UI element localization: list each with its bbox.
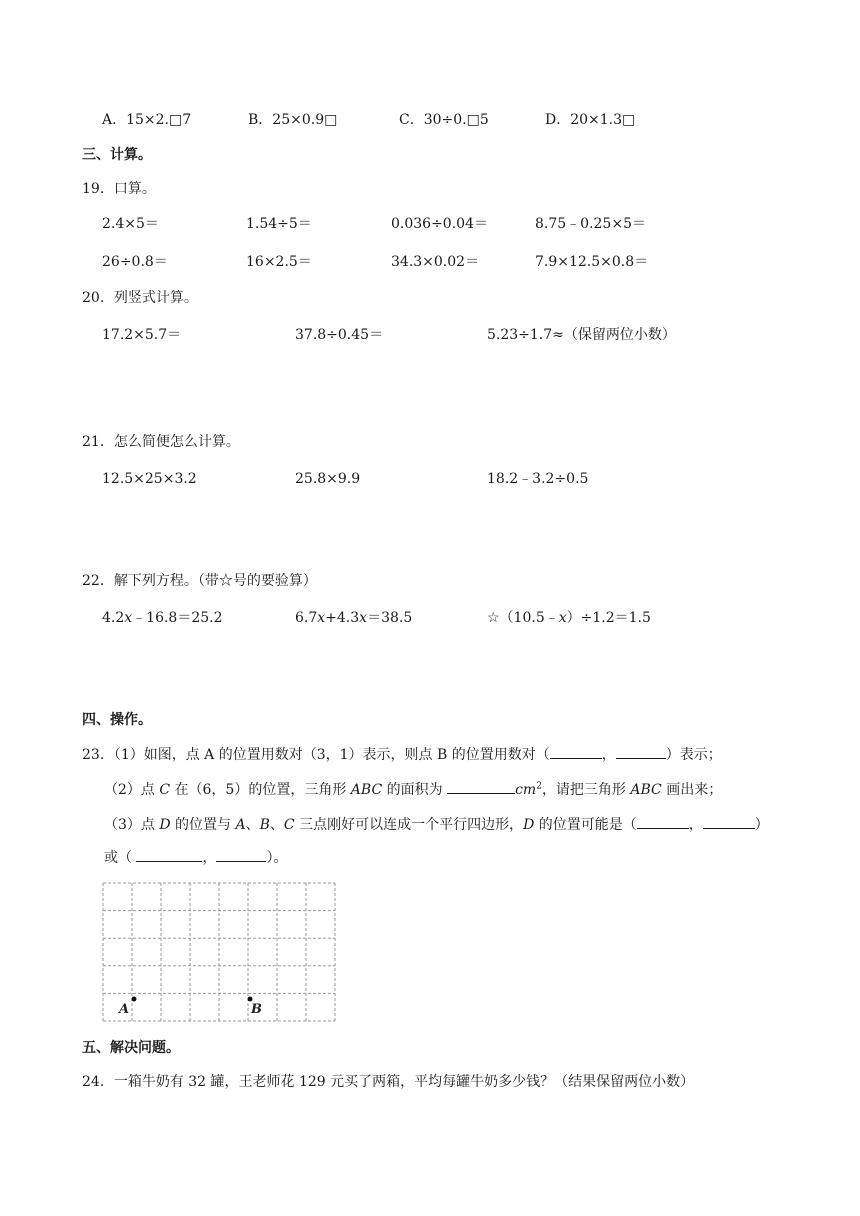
q20-item: 37.8÷0.45＝ bbox=[295, 327, 384, 343]
answer-blank[interactable] bbox=[447, 780, 515, 794]
section-heading-5: 五、解决问题。 bbox=[82, 1040, 180, 1056]
q23-line-3: （3）点 D 的位置与 A、B、C 三点刚好可以连成一个平行四边形，D 的位置可能是（ ， ） bbox=[104, 817, 769, 833]
answer-blank[interactable] bbox=[550, 745, 602, 759]
answer-blank[interactable] bbox=[616, 745, 666, 759]
point-b-label: B bbox=[251, 1002, 262, 1017]
q23-line-1: 23．（1）如图，点 A 的位置用数对（3，1）表示，则点 B 的位置用数对（ ， ）表示； bbox=[82, 747, 722, 763]
option-b: B．25×0.9□ bbox=[248, 112, 338, 128]
question-19-title: 19．口算。 bbox=[82, 181, 156, 197]
q19-item: 8.75﹣0.25×5＝ bbox=[535, 216, 646, 232]
q22-equation-3: ☆（10.5﹣x）÷1.2＝1.5 bbox=[487, 610, 651, 626]
option-d: D．20×1.3□ bbox=[545, 112, 636, 128]
q21-item: 25.8×9.9 bbox=[295, 471, 361, 487]
question-22-title: 22．解下列方程。（带☆号的要验算） bbox=[82, 573, 317, 589]
q19-item: 2.4×5＝ bbox=[102, 216, 159, 232]
question-21-title: 21．怎么简便怎么计算。 bbox=[82, 434, 240, 450]
answer-blank[interactable] bbox=[703, 815, 755, 829]
q20-item: 5.23÷1.7≈（保留两位小数） bbox=[487, 327, 676, 343]
q23-line-4: 或（ ， ）。 bbox=[104, 850, 288, 866]
coordinate-grid bbox=[102, 882, 338, 1022]
question-20-title: 20．列竖式计算。 bbox=[82, 290, 198, 306]
point-b-dot bbox=[248, 997, 253, 1002]
option-a: A．15×2.□7 bbox=[102, 112, 192, 128]
answer-blank[interactable] bbox=[136, 848, 202, 862]
option-c: C．30÷0.□5 bbox=[399, 112, 489, 128]
q22-equation-2: 6.7x+4.3x＝38.5 bbox=[295, 610, 413, 626]
q19-item: 16×2.5＝ bbox=[246, 254, 312, 270]
point-a-dot bbox=[132, 997, 137, 1002]
q21-item: 12.5×25×3.2 bbox=[102, 471, 197, 487]
section-heading-4: 四、操作。 bbox=[82, 712, 152, 728]
q22-equation-1: 4.2x﹣16.8＝25.2 bbox=[102, 610, 223, 626]
question-24: 24．一箱牛奶有 32 罐，王老师花 129 元买了两箱，平均每罐牛奶多少钱？（结果保留两位小数） bbox=[82, 1074, 695, 1090]
q23-line-2: （2）点 C 在（6，5）的位置，三角形 ABC 的面积为 $cm^2$，请把三角形 ABC 画出来； bbox=[104, 781, 723, 798]
q21-item: 18.2﹣3.2÷0.5 bbox=[487, 471, 589, 487]
answer-blank[interactable] bbox=[216, 848, 266, 862]
q19-item: 34.3×0.02＝ bbox=[391, 254, 480, 270]
q20-item: 17.2×5.7＝ bbox=[102, 327, 182, 343]
q19-item: 1.54÷5＝ bbox=[246, 216, 312, 232]
q19-item: 7.9×12.5×0.8＝ bbox=[535, 254, 649, 270]
q19-item: 26÷0.8＝ bbox=[102, 254, 168, 270]
section-heading-3: 三、计算。 bbox=[82, 147, 152, 163]
answer-blank[interactable] bbox=[637, 815, 689, 829]
q19-item: 0.036÷0.04＝ bbox=[391, 216, 488, 232]
point-a-label: A bbox=[119, 1002, 130, 1017]
